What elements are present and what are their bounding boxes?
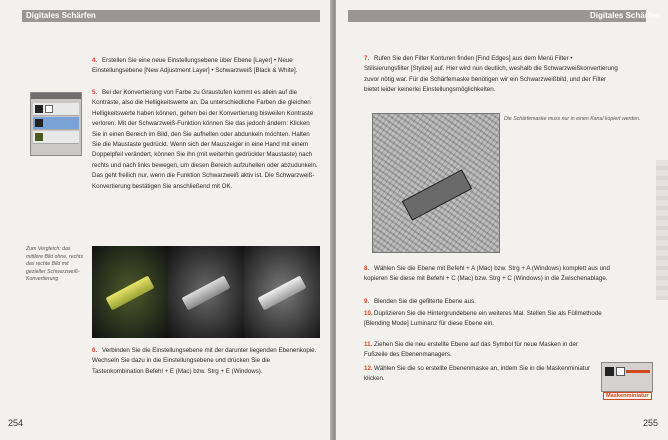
step-text: Blenden Sie die gefilterte Ebene aus. — [374, 298, 476, 305]
layer-row-selected — [33, 117, 79, 130]
step-number: 8. — [364, 265, 370, 272]
figure-caption: Die Schärfemaske muss nur in einen Kanal kopiert werden. — [504, 116, 641, 122]
find-edges-photo — [372, 113, 500, 253]
step-8 — [364, 264, 618, 285]
photo-grayscale-plain — [168, 246, 244, 338]
comparison-photos — [92, 246, 320, 338]
step-number: 12. — [364, 365, 373, 372]
step-text: Bei der Konvertierung von Farbe zu Graustufen kommt es allein auf die Kontraste, also die Helligkeitswerte an. Da unterschiedliche Farben die gleichen Helligkeitswerte haben können, gehen bei der Konvertierung bisweilen Kontraste verloren. Mit der Schwarzweiß-Funktion können Sie das jedoch ändern: Klicken Sie in einen Bereich im Bild, den Sie aufhellen oder abdunkeln möchten. Halten Sie die Maustaste gedrückt. Wenn sich der Mauszeiger in eine Hand mit einem Doppelpfeil verändert, können Sie ihn (mit weiterhin gedrückter Maustaste) nach rechts und nach links bewegen, um diesen Bereich aufzuhellen oder abzudunkeln. Das geht freilich nur, wenn die Funktion Schwarzweiß aktiv ist. Die Schwarzweiß-Konvertierung bestätigen Sie anschließend mit OK. — [92, 89, 318, 190]
step-6 — [92, 346, 320, 377]
layer-row — [33, 131, 79, 144]
step-text: Wählen Sie die Ebene mit Befehl + A (Mac) bzw. Strg + A (Windows) komplett aus und kopieren Sie diese mit Befehl + C (Mac) bzw. Strg + C (Windows) in die Zwischenablage. — [364, 265, 610, 283]
layer-row — [33, 103, 79, 116]
step-11 — [364, 340, 596, 361]
panel-titlebar — [31, 93, 81, 99]
step-7 — [364, 54, 618, 96]
step-number: 7. — [364, 55, 370, 62]
step-number: 6. — [92, 347, 98, 354]
step-number: 4. — [92, 57, 98, 64]
running-header: Digitales Schärfen — [590, 11, 660, 20]
page-number: 255 — [642, 418, 658, 428]
right-page — [336, 0, 668, 440]
step-number: 11. — [364, 341, 373, 348]
step-number: 9. — [364, 298, 370, 305]
step-text: Erstellen Sie eine neue Einstellungsebene über Ebene [Layer] • Neue Einstellungsebene [New Adjustment Layer] • Schwarzweiß [Black & White]. — [92, 57, 298, 75]
step-5 — [92, 88, 320, 192]
mask-label: Maskenminiatur — [603, 392, 652, 400]
step-text: Verbinden Sie die Einstellungsebene mit der darunter liegenden Ebenenkopie. Wechseln Sie dazu in die Einstellungsebene und drücken Sie die Tastenkombination Befehl + E (Mac) bzw. Strg + E (Windows). — [92, 347, 317, 375]
margin-show-through — [656, 160, 668, 300]
step-text: Duplizieren Sie die Hintergrundebene ein weiteres Mal. Stellen Sie als Füllmethode [Blending Mode] Luminanz für diese Ebene ein. — [364, 310, 602, 328]
left-page — [0, 0, 332, 440]
mask-thumbnail-screenshot — [601, 362, 653, 392]
running-header: Digitales Schärfen — [26, 11, 96, 20]
layers-panel-screenshot — [30, 92, 82, 156]
step-text: Ziehen Sie die neu erstellte Ebene auf das Symbol für neue Masken in der Fußzeile des Ebenenmanagers. — [364, 341, 578, 359]
step-10 — [364, 309, 618, 330]
arrow-icon — [626, 370, 650, 373]
photo-grayscale-targeted — [244, 246, 320, 338]
photo-color — [92, 246, 168, 338]
step-text: Wählen Sie die so erstellte Ebenenmaske an, indem Sie in die Maskenminiatur klicken. — [364, 365, 590, 383]
page-number: 254 — [8, 418, 24, 428]
step-4 — [92, 56, 320, 77]
step-12 — [364, 364, 596, 385]
step-number: 5. — [92, 89, 98, 96]
step-text: Rufen Sie den Filter Konturen finden [Find Edges] aus dem Menü Filter • Stilisierungsfilter [Stylize] auf. Hier wird nun deutlich, weshalb die Schwarzweißkonvertierung zuvor nötig war. Für die Schärfemaske benötigen wir ein Schwarzweißbild, und der Filter bietet leider keinerlei Einstellungsmöglichkeiten. — [364, 55, 618, 94]
step-number: 10. — [364, 310, 373, 317]
figure-caption: Zum Vergleich: das mittlere Bild ohne, rechts das rechte Bild mit gezielter Schwarzweiß-Konvertierung — [26, 246, 84, 283]
step-9 — [364, 297, 618, 307]
